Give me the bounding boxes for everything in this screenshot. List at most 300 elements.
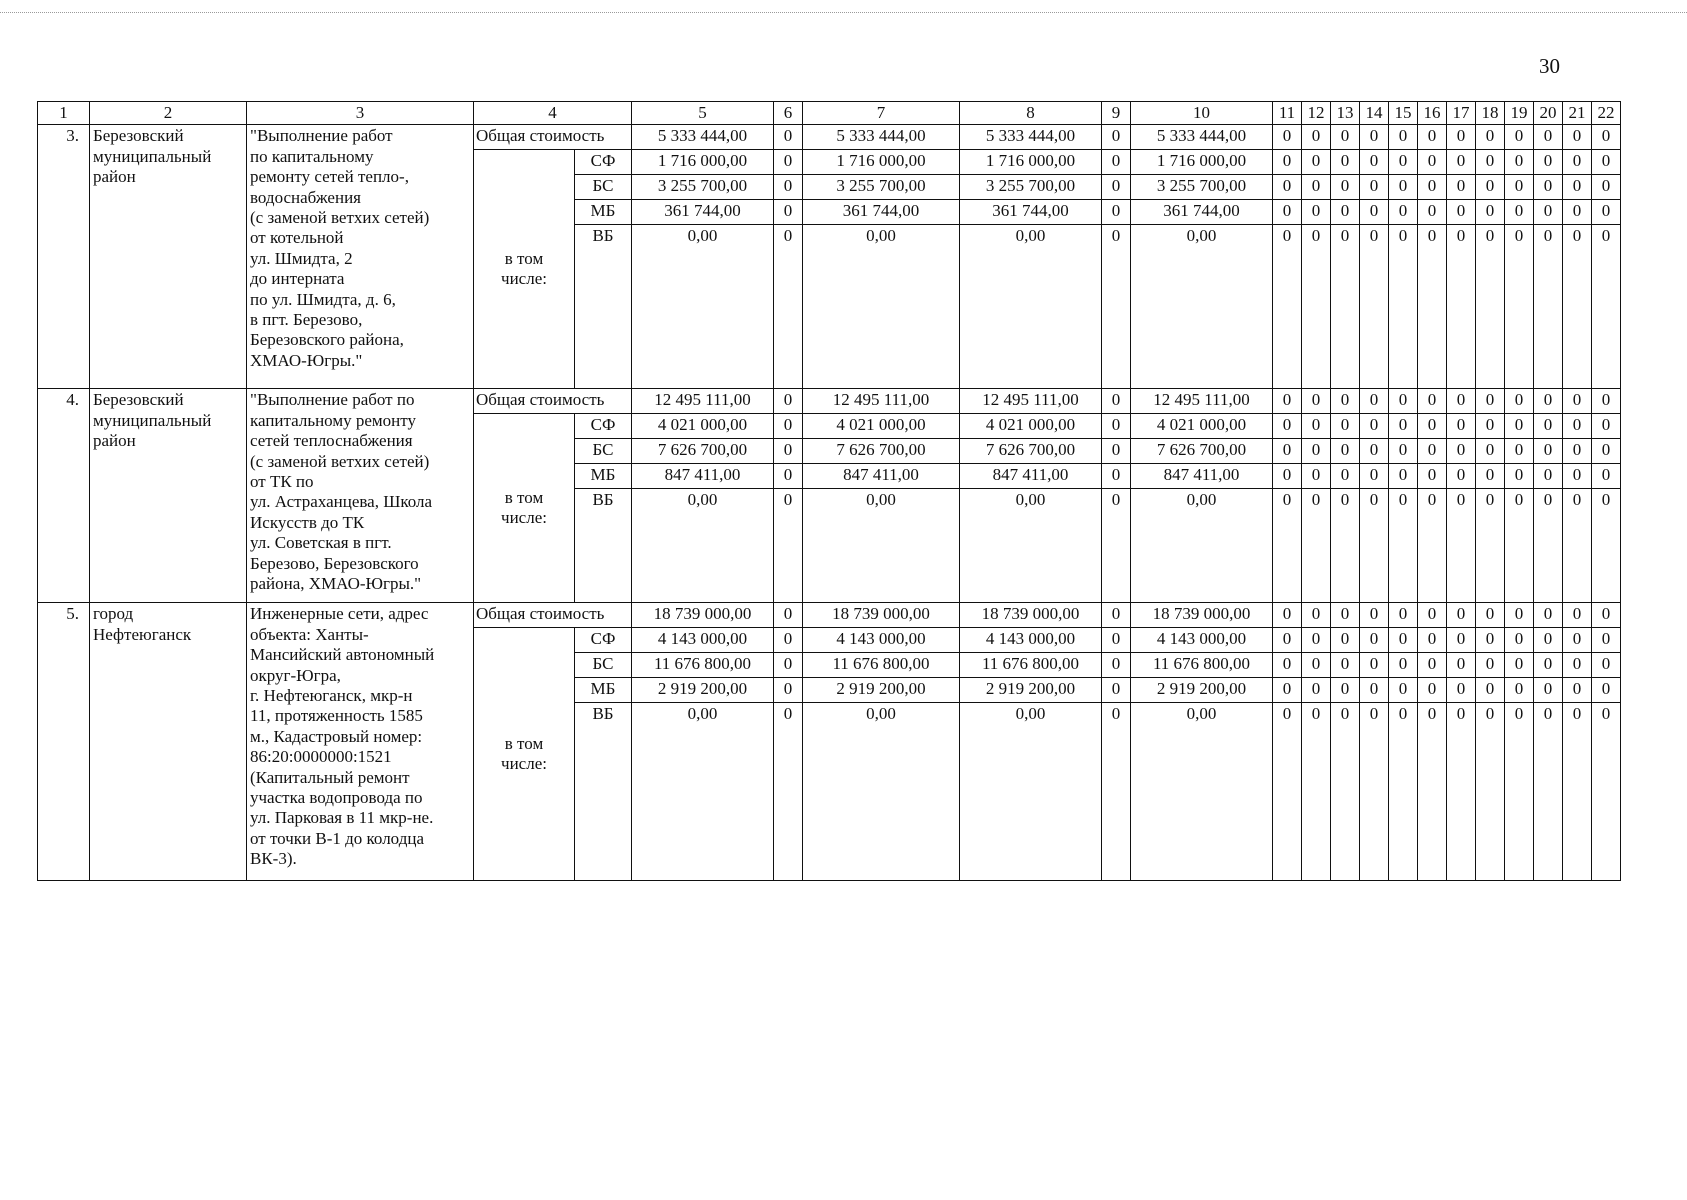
amount-cell: 18 739 000,00 (803, 603, 960, 628)
zero-cell: 0 (1389, 125, 1418, 150)
zero-cell: 0 (1592, 200, 1621, 225)
zero-cell: 0 (1418, 653, 1447, 678)
zero-cell: 0 (1331, 489, 1360, 603)
zero-cell: 0 (1563, 200, 1592, 225)
zero-cell: 0 (1273, 414, 1302, 439)
amount-cell: 0,00 (1131, 703, 1273, 881)
zero-cell: 0 (1389, 703, 1418, 881)
column-number-header: 16 (1418, 102, 1447, 125)
zero-cell: 0 (1102, 628, 1131, 653)
amount-cell: 0,00 (1131, 489, 1273, 603)
zero-cell: 0 (1360, 200, 1389, 225)
zero-cell: 0 (1534, 125, 1563, 150)
zero-cell: 0 (1418, 703, 1447, 881)
zero-cell: 0 (1360, 678, 1389, 703)
zero-cell: 0 (774, 653, 803, 678)
zero-cell: 0 (1534, 225, 1563, 389)
funding-source: ВБ (575, 225, 632, 389)
zero-cell: 0 (1476, 175, 1505, 200)
zero-cell: 0 (1302, 150, 1331, 175)
amount-cell: 12 495 111,00 (803, 389, 960, 414)
amount-cell: 5 333 444,00 (803, 125, 960, 150)
zero-cell: 0 (1592, 628, 1621, 653)
zero-cell: 0 (1302, 678, 1331, 703)
zero-cell: 0 (1102, 200, 1131, 225)
zero-cell: 0 (1331, 653, 1360, 678)
zero-cell: 0 (1102, 125, 1131, 150)
amount-cell: 361 744,00 (632, 200, 774, 225)
entry-number: 5. (38, 603, 90, 881)
zero-cell: 0 (1476, 464, 1505, 489)
zero-cell: 0 (1102, 703, 1131, 881)
zero-cell: 0 (1102, 414, 1131, 439)
column-number-header: 13 (1331, 102, 1360, 125)
zero-cell: 0 (1476, 653, 1505, 678)
zero-cell: 0 (1418, 225, 1447, 389)
column-number-header: 10 (1131, 102, 1273, 125)
including-label: в том числе: (474, 414, 575, 603)
zero-cell: 0 (1534, 464, 1563, 489)
zero-cell: 0 (1331, 150, 1360, 175)
zero-cell: 0 (1505, 439, 1534, 464)
amount-cell: 5 333 444,00 (960, 125, 1102, 150)
zero-cell: 0 (1331, 603, 1360, 628)
zero-cell: 0 (1563, 389, 1592, 414)
amount-cell: 361 744,00 (803, 200, 960, 225)
zero-cell: 0 (1592, 464, 1621, 489)
zero-cell: 0 (1534, 200, 1563, 225)
page-number: 30 (1539, 54, 1560, 78)
table-row (38, 389, 1621, 414)
zero-cell: 0 (1505, 703, 1534, 881)
funding-source: БС (575, 439, 632, 464)
funding-source: СФ (575, 414, 632, 439)
zero-cell: 0 (774, 125, 803, 150)
funding-source: МБ (575, 464, 632, 489)
amount-cell: 1 716 000,00 (803, 150, 960, 175)
zero-cell: 0 (774, 439, 803, 464)
zero-cell: 0 (1447, 489, 1476, 603)
zero-cell: 0 (1592, 175, 1621, 200)
column-number-header: 15 (1389, 102, 1418, 125)
zero-cell: 0 (1273, 200, 1302, 225)
zero-cell: 0 (1102, 464, 1131, 489)
amount-cell: 7 626 700,00 (803, 439, 960, 464)
zero-cell: 0 (1360, 653, 1389, 678)
zero-cell: 0 (1360, 414, 1389, 439)
zero-cell: 0 (1273, 225, 1302, 389)
zero-cell: 0 (1505, 225, 1534, 389)
zero-cell: 0 (1389, 603, 1418, 628)
column-number-header: 8 (960, 102, 1102, 125)
amount-cell: 0,00 (803, 703, 960, 881)
total-cost-label: Общая стоимость (474, 125, 632, 150)
amount-cell: 4 021 000,00 (803, 414, 960, 439)
zero-cell: 0 (1476, 628, 1505, 653)
zero-cell: 0 (1447, 150, 1476, 175)
column-number-header: 9 (1102, 102, 1131, 125)
zero-cell: 0 (1273, 653, 1302, 678)
zero-cell: 0 (1389, 389, 1418, 414)
zero-cell: 0 (1592, 489, 1621, 603)
amount-cell: 7 626 700,00 (1131, 439, 1273, 464)
zero-cell: 0 (1534, 603, 1563, 628)
zero-cell: 0 (1273, 464, 1302, 489)
zero-cell: 0 (1331, 200, 1360, 225)
zero-cell: 0 (774, 628, 803, 653)
zero-cell: 0 (1534, 175, 1563, 200)
amount-cell: 12 495 111,00 (960, 389, 1102, 414)
amount-cell: 0,00 (1131, 225, 1273, 389)
zero-cell: 0 (1273, 439, 1302, 464)
amount-cell: 4 021 000,00 (1131, 414, 1273, 439)
zero-cell: 0 (774, 603, 803, 628)
zero-cell: 0 (1563, 439, 1592, 464)
zero-cell: 0 (1102, 225, 1131, 389)
zero-cell: 0 (1505, 603, 1534, 628)
amount-cell: 0,00 (632, 225, 774, 389)
zero-cell: 0 (1505, 678, 1534, 703)
zero-cell: 0 (1476, 200, 1505, 225)
zero-cell: 0 (1476, 439, 1505, 464)
zero-cell: 0 (774, 150, 803, 175)
zero-cell: 0 (1447, 175, 1476, 200)
zero-cell: 0 (1563, 414, 1592, 439)
zero-cell: 0 (1302, 628, 1331, 653)
zero-cell: 0 (1418, 150, 1447, 175)
column-number-header: 3 (247, 102, 474, 125)
amount-cell: 4 143 000,00 (632, 628, 774, 653)
zero-cell: 0 (1389, 628, 1418, 653)
zero-cell: 0 (1447, 703, 1476, 881)
zero-cell: 0 (1102, 389, 1131, 414)
zero-cell: 0 (774, 225, 803, 389)
zero-cell: 0 (1563, 489, 1592, 603)
zero-cell: 0 (1389, 464, 1418, 489)
zero-cell: 0 (1331, 175, 1360, 200)
amount-cell: 4 143 000,00 (960, 628, 1102, 653)
municipality-name: Березовский муниципальный район (90, 389, 247, 603)
column-number-header: 20 (1534, 102, 1563, 125)
zero-cell: 0 (1331, 464, 1360, 489)
zero-cell: 0 (1331, 703, 1360, 881)
zero-cell: 0 (1418, 603, 1447, 628)
amount-cell: 3 255 700,00 (1131, 175, 1273, 200)
zero-cell: 0 (1563, 464, 1592, 489)
zero-cell: 0 (1447, 200, 1476, 225)
zero-cell: 0 (1592, 125, 1621, 150)
zero-cell: 0 (1476, 125, 1505, 150)
including-label: в том числе: (474, 628, 575, 881)
column-number-header: 18 (1476, 102, 1505, 125)
zero-cell: 0 (1360, 628, 1389, 653)
zero-cell: 0 (1447, 389, 1476, 414)
zero-cell: 0 (1447, 414, 1476, 439)
zero-cell: 0 (1592, 703, 1621, 881)
amount-cell: 5 333 444,00 (632, 125, 774, 150)
amount-cell: 0,00 (632, 489, 774, 603)
zero-cell: 0 (1418, 200, 1447, 225)
amount-cell: 18 739 000,00 (1131, 603, 1273, 628)
amount-cell: 0,00 (960, 489, 1102, 603)
amount-cell: 0,00 (960, 225, 1102, 389)
funding-source: МБ (575, 200, 632, 225)
entry-number: 3. (38, 125, 90, 389)
funding-source: БС (575, 653, 632, 678)
zero-cell: 0 (1102, 150, 1131, 175)
zero-cell: 0 (1418, 439, 1447, 464)
zero-cell: 0 (1505, 628, 1534, 653)
amount-cell: 4 143 000,00 (803, 628, 960, 653)
zero-cell: 0 (1476, 603, 1505, 628)
zero-cell: 0 (1563, 150, 1592, 175)
zero-cell: 0 (1592, 150, 1621, 175)
amount-cell: 0,00 (632, 703, 774, 881)
zero-cell: 0 (774, 678, 803, 703)
amount-cell: 4 143 000,00 (1131, 628, 1273, 653)
table-row (38, 125, 1621, 150)
zero-cell: 0 (1302, 414, 1331, 439)
project-description: "Выполнение работ по капитальному ремонту сетей тепло-, водоснабжения (с заменой ветхих сетей) от котельной ул. Шмидта, 2 до интерната по ул. Шмидта, д. 6, в пгт. Березово, Березовского района, ХМАО-Югры." (247, 125, 474, 389)
zero-cell: 0 (1389, 653, 1418, 678)
amount-cell: 3 255 700,00 (960, 175, 1102, 200)
zero-cell: 0 (1331, 389, 1360, 414)
zero-cell: 0 (1302, 464, 1331, 489)
zero-cell: 0 (774, 464, 803, 489)
amount-cell: 7 626 700,00 (960, 439, 1102, 464)
zero-cell: 0 (1476, 678, 1505, 703)
amount-cell: 847 411,00 (1131, 464, 1273, 489)
zero-cell: 0 (1534, 489, 1563, 603)
zero-cell: 0 (1534, 150, 1563, 175)
zero-cell: 0 (1302, 389, 1331, 414)
zero-cell: 0 (1534, 389, 1563, 414)
zero-cell: 0 (1331, 678, 1360, 703)
zero-cell: 0 (1102, 489, 1131, 603)
amount-cell: 18 739 000,00 (632, 603, 774, 628)
zero-cell: 0 (1505, 464, 1534, 489)
zero-cell: 0 (1592, 389, 1621, 414)
amount-cell: 2 919 200,00 (1131, 678, 1273, 703)
zero-cell: 0 (1273, 489, 1302, 603)
column-number-header: 2 (90, 102, 247, 125)
zero-cell: 0 (1418, 389, 1447, 414)
zero-cell: 0 (1447, 225, 1476, 389)
including-label: в том числе: (474, 150, 575, 389)
zero-cell: 0 (1360, 125, 1389, 150)
zero-cell: 0 (1102, 175, 1131, 200)
zero-cell: 0 (1505, 125, 1534, 150)
zero-cell: 0 (1331, 628, 1360, 653)
zero-cell: 0 (1360, 603, 1389, 628)
funding-source: БС (575, 175, 632, 200)
entry-number: 4. (38, 389, 90, 603)
zero-cell: 0 (1360, 389, 1389, 414)
zero-cell: 0 (1563, 703, 1592, 881)
funding-source: СФ (575, 628, 632, 653)
column-number-row (38, 102, 1621, 125)
zero-cell: 0 (1534, 703, 1563, 881)
municipality-name: Березовский муниципальный район (90, 125, 247, 389)
column-number-header: 17 (1447, 102, 1476, 125)
amount-cell: 12 495 111,00 (1131, 389, 1273, 414)
amount-cell: 361 744,00 (1131, 200, 1273, 225)
amount-cell: 5 333 444,00 (1131, 125, 1273, 150)
zero-cell: 0 (1273, 703, 1302, 881)
column-number-header: 5 (632, 102, 774, 125)
amount-cell: 1 716 000,00 (1131, 150, 1273, 175)
zero-cell: 0 (1389, 225, 1418, 389)
zero-cell: 0 (1505, 489, 1534, 603)
zero-cell: 0 (1360, 489, 1389, 603)
zero-cell: 0 (1476, 703, 1505, 881)
amount-cell: 11 676 800,00 (632, 653, 774, 678)
zero-cell: 0 (1273, 603, 1302, 628)
zero-cell: 0 (774, 389, 803, 414)
zero-cell: 0 (1302, 703, 1331, 881)
zero-cell: 0 (1389, 414, 1418, 439)
amount-cell: 12 495 111,00 (632, 389, 774, 414)
funding-source: ВБ (575, 489, 632, 603)
zero-cell: 0 (1563, 628, 1592, 653)
column-number-header: 4 (474, 102, 632, 125)
zero-cell: 0 (1102, 653, 1131, 678)
column-number-header: 19 (1505, 102, 1534, 125)
amount-cell: 2 919 200,00 (632, 678, 774, 703)
zero-cell: 0 (1505, 389, 1534, 414)
zero-cell: 0 (1302, 489, 1331, 603)
amount-cell: 3 255 700,00 (632, 175, 774, 200)
zero-cell: 0 (1273, 150, 1302, 175)
zero-cell: 0 (1302, 175, 1331, 200)
zero-cell: 0 (1302, 653, 1331, 678)
zero-cell: 0 (1505, 150, 1534, 175)
amount-cell: 847 411,00 (803, 464, 960, 489)
funding-source: МБ (575, 678, 632, 703)
zero-cell: 0 (1534, 439, 1563, 464)
column-number-header: 12 (1302, 102, 1331, 125)
zero-cell: 0 (1331, 225, 1360, 389)
zero-cell: 0 (1360, 439, 1389, 464)
municipality-name: город Нефтеюганск (90, 603, 247, 881)
zero-cell: 0 (1302, 225, 1331, 389)
zero-cell: 0 (774, 703, 803, 881)
zero-cell: 0 (1563, 603, 1592, 628)
zero-cell: 0 (1476, 489, 1505, 603)
zero-cell: 0 (1273, 389, 1302, 414)
column-number-header: 21 (1563, 102, 1592, 125)
zero-cell: 0 (1418, 125, 1447, 150)
zero-cell: 0 (1360, 150, 1389, 175)
column-number-header: 6 (774, 102, 803, 125)
zero-cell: 0 (1331, 414, 1360, 439)
zero-cell: 0 (1273, 678, 1302, 703)
zero-cell: 0 (1389, 439, 1418, 464)
amount-cell: 1 716 000,00 (960, 150, 1102, 175)
column-number-header: 14 (1360, 102, 1389, 125)
zero-cell: 0 (1534, 653, 1563, 678)
zero-cell: 0 (1563, 678, 1592, 703)
zero-cell: 0 (1360, 225, 1389, 389)
total-cost-label: Общая стоимость (474, 389, 632, 414)
amount-cell: 2 919 200,00 (803, 678, 960, 703)
amount-cell: 1 716 000,00 (632, 150, 774, 175)
zero-cell: 0 (1102, 603, 1131, 628)
amount-cell: 3 255 700,00 (803, 175, 960, 200)
zero-cell: 0 (1447, 678, 1476, 703)
zero-cell: 0 (1476, 225, 1505, 389)
zero-cell: 0 (1534, 414, 1563, 439)
zero-cell: 0 (1389, 150, 1418, 175)
zero-cell: 0 (1505, 175, 1534, 200)
zero-cell: 0 (1302, 603, 1331, 628)
scan-edge-line (0, 12, 1687, 13)
zero-cell: 0 (1389, 200, 1418, 225)
zero-cell: 0 (1331, 125, 1360, 150)
zero-cell: 0 (1563, 225, 1592, 389)
amount-cell: 11 676 800,00 (803, 653, 960, 678)
amount-cell: 7 626 700,00 (632, 439, 774, 464)
amount-cell: 4 021 000,00 (632, 414, 774, 439)
amount-cell: 0,00 (803, 225, 960, 389)
amount-cell: 847 411,00 (632, 464, 774, 489)
zero-cell: 0 (1273, 125, 1302, 150)
column-number-header: 11 (1273, 102, 1302, 125)
amount-cell: 0,00 (960, 703, 1102, 881)
zero-cell: 0 (1302, 125, 1331, 150)
zero-cell: 0 (1102, 439, 1131, 464)
zero-cell: 0 (1563, 125, 1592, 150)
zero-cell: 0 (1389, 175, 1418, 200)
funding-table (37, 101, 1621, 881)
zero-cell: 0 (1563, 175, 1592, 200)
funding-source: СФ (575, 150, 632, 175)
amount-cell: 18 739 000,00 (960, 603, 1102, 628)
zero-cell: 0 (1592, 414, 1621, 439)
zero-cell: 0 (1592, 439, 1621, 464)
project-description: Инженерные сети, адрес объекта: Ханты- Мансийский автономный округ-Югра, г. Нефтеюганск, мкр-н 11, протяженность 1585 м., Кадастровый номер: 86:20:0000000:1521 (Капитальный ремонт участка водопровода по ул. Парковая в 11 мкр-не. от точки В-1 до колодца ВК-3). (247, 603, 474, 881)
zero-cell: 0 (1447, 653, 1476, 678)
zero-cell: 0 (1302, 439, 1331, 464)
zero-cell: 0 (1360, 464, 1389, 489)
funding-source: ВБ (575, 703, 632, 881)
zero-cell: 0 (1447, 603, 1476, 628)
zero-cell: 0 (1273, 628, 1302, 653)
total-cost-label: Общая стоимость (474, 603, 632, 628)
project-description: "Выполнение работ по капитальному ремонту сетей теплоснабжения (с заменой ветхих сетей) от ТК по ул. Астраханцева, Школа Искусств до ТК ул. Советская в пгт. Березово, Березовского района, ХМАО-Югры." (247, 389, 474, 603)
zero-cell: 0 (1447, 125, 1476, 150)
zero-cell: 0 (774, 175, 803, 200)
zero-cell: 0 (1360, 175, 1389, 200)
table-body (38, 125, 1621, 881)
table-row (38, 603, 1621, 628)
zero-cell: 0 (1505, 414, 1534, 439)
zero-cell: 0 (1102, 678, 1131, 703)
amount-cell: 11 676 800,00 (960, 653, 1102, 678)
zero-cell: 0 (1592, 653, 1621, 678)
zero-cell: 0 (1592, 225, 1621, 389)
zero-cell: 0 (1592, 678, 1621, 703)
column-number-header: 7 (803, 102, 960, 125)
zero-cell: 0 (1505, 200, 1534, 225)
zero-cell: 0 (1447, 439, 1476, 464)
zero-cell: 0 (1418, 414, 1447, 439)
zero-cell: 0 (1273, 175, 1302, 200)
zero-cell: 0 (1447, 464, 1476, 489)
zero-cell: 0 (1389, 678, 1418, 703)
zero-cell: 0 (1476, 389, 1505, 414)
column-number-header: 22 (1592, 102, 1621, 125)
